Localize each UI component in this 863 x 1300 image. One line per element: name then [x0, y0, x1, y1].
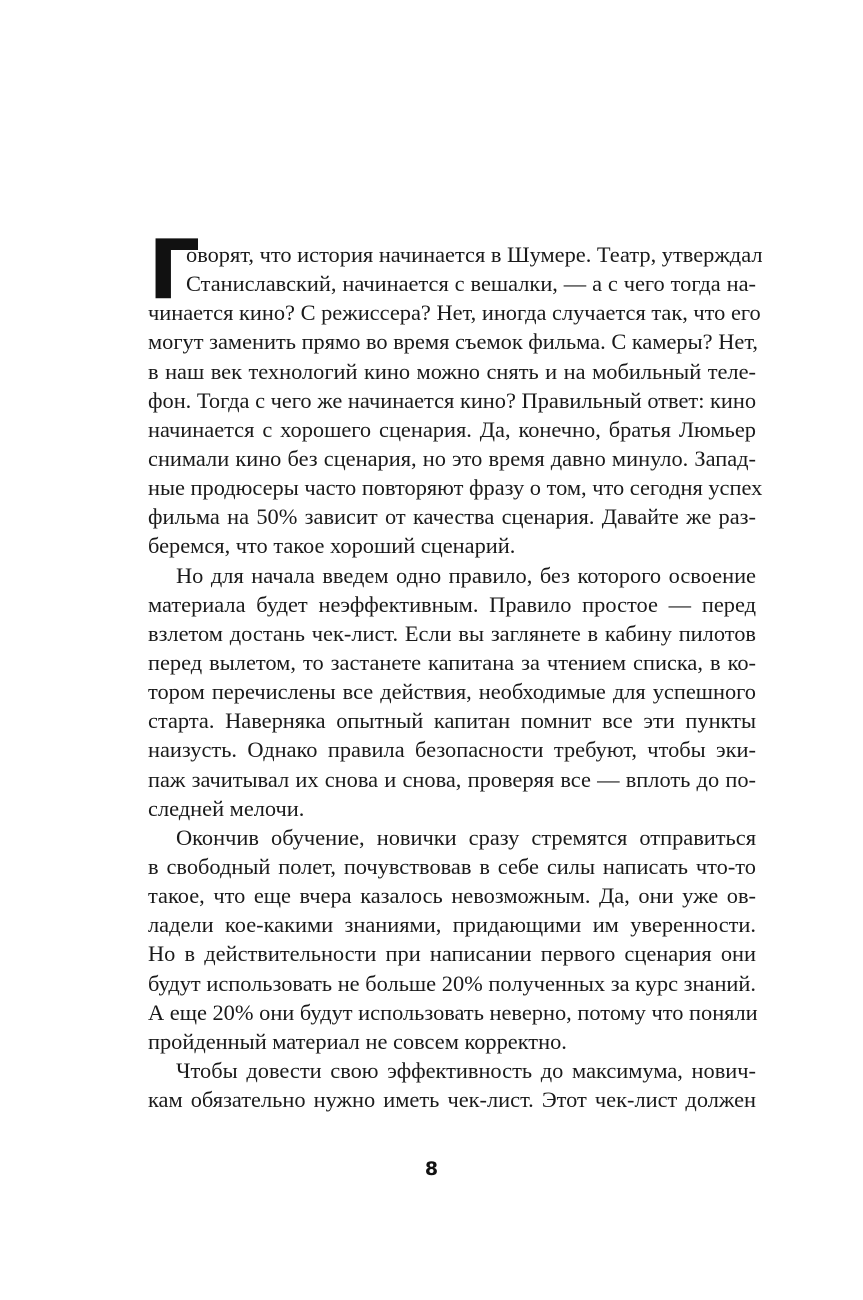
text-line: наизусть. Однако правила безопасности требуют, чтобы эки- [148, 737, 756, 763]
text-line: в свободный полет, почувствовав в себе силы написать что-то [148, 853, 756, 879]
text-line: чинается кино? С режиссера? Нет, иногда случается так, что его [148, 300, 761, 326]
text-line: будут использовать не больше 20% полученных за курс знаний. [148, 970, 756, 996]
text-line: старта. Наверняка опытный капитан помнит все эти пункты [148, 708, 756, 734]
text-line: тором перечислены все действия, необходимые для успешного [148, 679, 756, 705]
text-line: Чтобы довести свою эффективность до максимума, нович- [176, 1057, 756, 1083]
page-number: 8 [424, 1158, 439, 1180]
text-line: материала будет неэффективным. Правило простое — перед [148, 591, 756, 617]
text-line: могут заменить прямо во время съемок фильма. С камеры? Нет, [148, 329, 759, 355]
text-line: фильма на 50% зависит от качества сценария. Давайте же раз- [148, 504, 756, 530]
text-line: ладели кое-какими знаниями, придающими им уверенности. [148, 912, 756, 938]
body-text [148, 240, 763, 1114]
text-line: такое, что еще вчера казалось невозможным. Да, они уже ов- [148, 883, 756, 909]
text-line: Окончив обучение, новички сразу стремятся отправиться [176, 824, 756, 850]
text-line: оворят, что история начинается в Шумере. Театр, утверждал [186, 242, 763, 267]
text-line: пройденный материал не совсем корректно. [148, 1028, 567, 1054]
text-line: паж зачитывал их снова и снова, проверяя все — вплоть до по- [148, 766, 756, 792]
text-line: фон. Тогда с чего же начинается кино? Правильный ответ: кино [148, 387, 757, 413]
text-line: в наш век технологий кино можно снять и на мобильный теле- [148, 358, 756, 384]
text-line: беремся, что такое хороший сценарий. [148, 533, 516, 559]
text-line: снимали кино без сценария, но это время давно минуло. Запад- [148, 445, 756, 471]
text-line: следней мелочи. [148, 795, 305, 821]
text-line: ные продюсеры часто повторяют фразу о том, что сегодня успех [148, 475, 763, 501]
drop-cap: Г [148, 223, 201, 318]
text-line: начинается с хорошего сценария. Да, конечно, братья Люмьер [148, 416, 756, 442]
text-line: Но в действительности при написании первого сценария они [148, 941, 756, 967]
text-line: А еще 20% они будут использовать неверно, потому что поняли [148, 999, 758, 1025]
text-line: Станиславский, начинается с вешалки, — а с чего тогда на- [186, 271, 756, 297]
text-line: Но для начала введем одно правило, без которого освоение [176, 562, 756, 588]
text-line: взлетом достань чек-лист. Если вы заглянете в кабину пилотов [148, 620, 756, 646]
text-line: кам обязательно нужно иметь чек-лист. Этот чек-лист должен [148, 1087, 756, 1113]
text-line: перед вылетом, то застанете капитана за чтением списка, в ко- [148, 649, 756, 675]
